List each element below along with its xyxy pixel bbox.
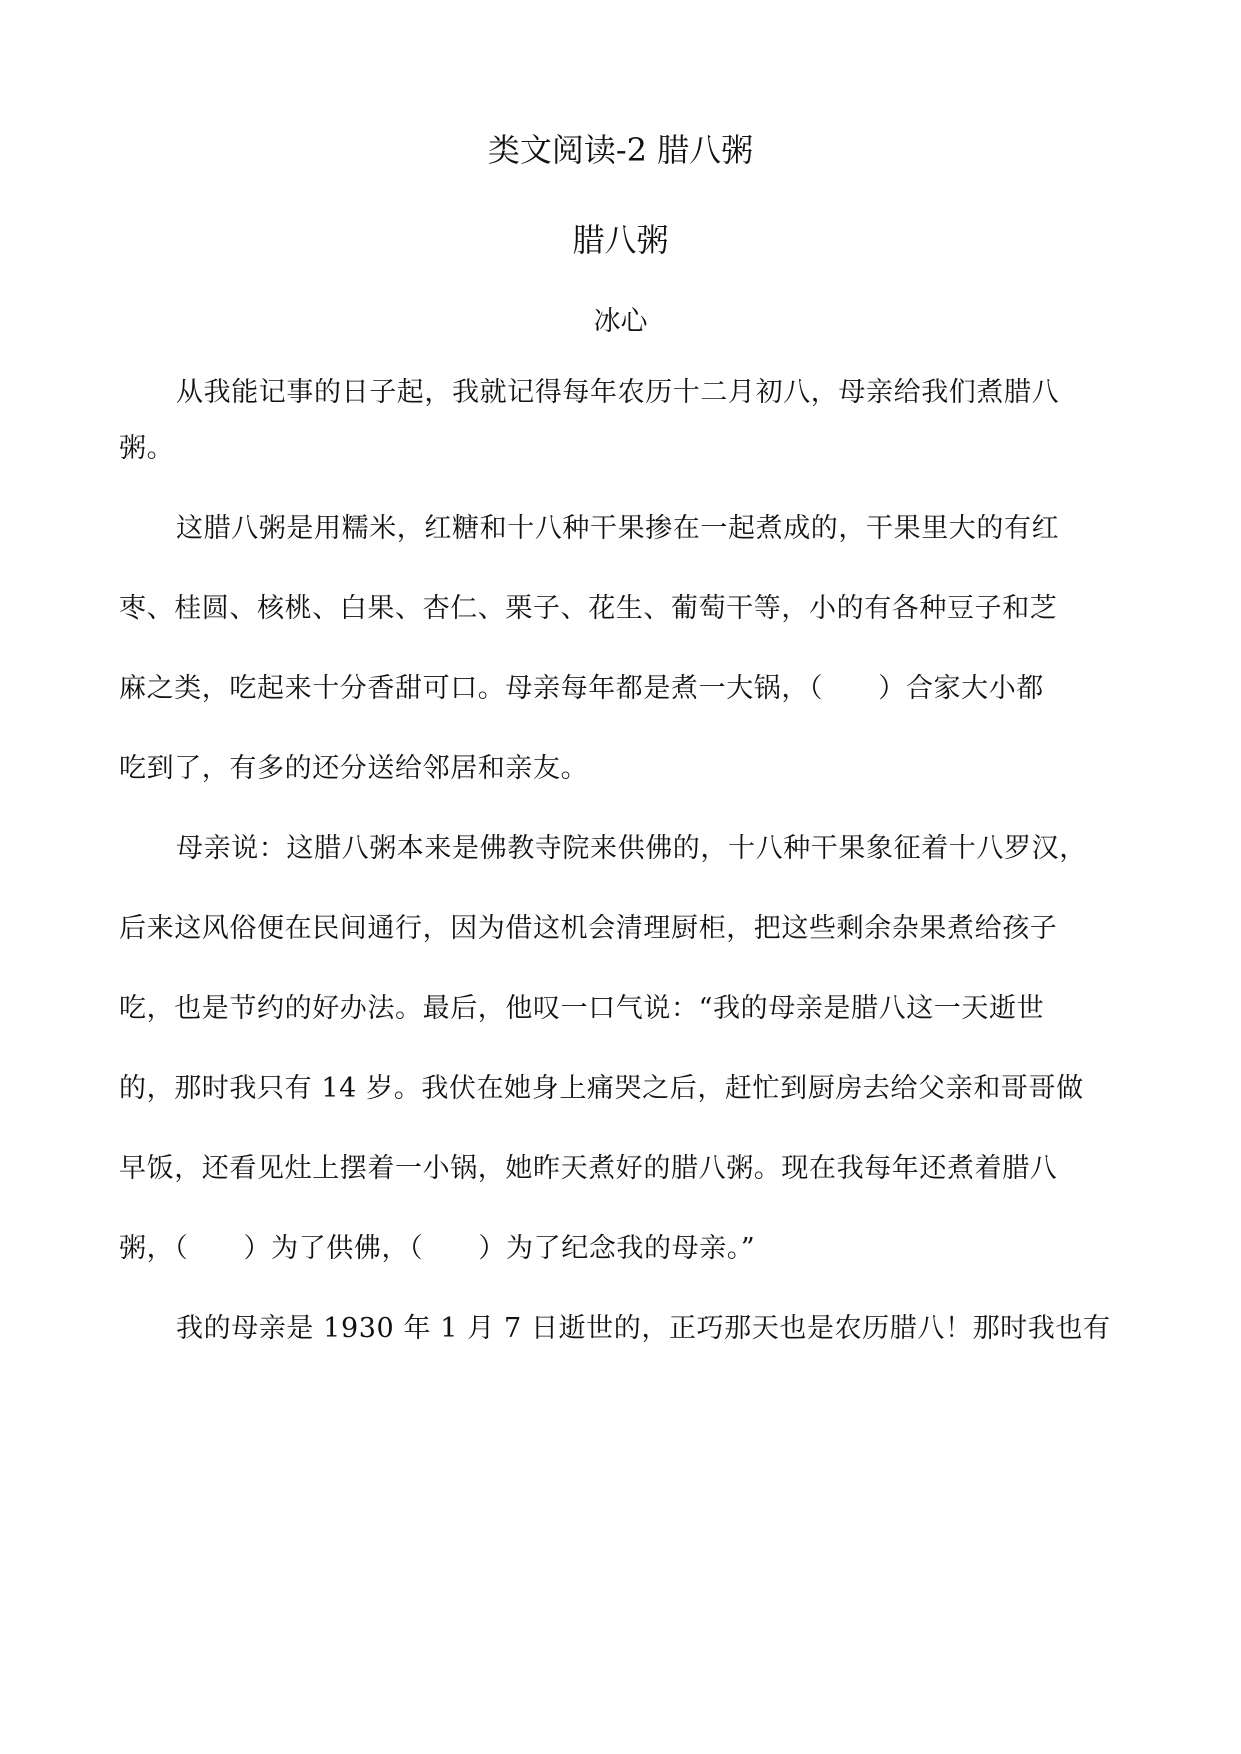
paragraph-2-line-2: 枣、桂圆、核桃、白果、杏仁、栗子、花生、葡萄干等，小的有各种豆子和芝 bbox=[119, 593, 1058, 624]
paragraph-1-line-1: 从我能记事的日子起，我就记得每年农历十二月初八，母亲给我们煮腊八 bbox=[176, 377, 1060, 408]
author-name: 冰心 bbox=[593, 306, 648, 337]
paragraph-4-line-1: 我的母亲是 1930 年 1 月 7 日逝世的，正巧那天也是农历腊八！那时我也有 bbox=[176, 1313, 1111, 1344]
paragraph-2-line-1: 这腊八粥是用糯米，红糖和十八种干果掺在一起煮成的，干果里大的有红 bbox=[176, 513, 1060, 544]
document-title: 类文阅读-2 腊八粥 bbox=[487, 131, 754, 169]
article-title: 腊八粥 bbox=[572, 221, 669, 259]
paragraph-2-line-4: 吃到了，有多的还分送给邻居和亲友。 bbox=[119, 753, 589, 784]
paragraph-3-line-4: 的，那时我只有 14 岁。我伏在她身上痛哭之后，赶忙到厨房去给父亲和哥哥做 bbox=[119, 1073, 1084, 1104]
paragraph-1-line-2: 粥。 bbox=[119, 433, 175, 464]
paragraph-3-line-5: 早饭，还看见灶上摆着一小锅，她昨天煮好的腊八粥。现在我每年还煮着腊八 bbox=[119, 1153, 1058, 1184]
paragraph-3-line-2: 后来这风俗便在民间通行，因为借这机会清理厨柜，把这些剩余杂果煮给孩子 bbox=[119, 913, 1058, 944]
paragraph-3-line-3: 吃，也是节约的好办法。最后，他叹一口气说：“我的母亲是腊八这一天逝世 bbox=[119, 993, 1045, 1024]
paragraph-3-line-6: 粥，（ ）为了供佛，（ ）为了纪念我的母亲。” bbox=[119, 1233, 756, 1264]
paragraph-3-line-1: 母亲说：这腊八粥本来是佛教寺院来供佛的，十八种干果象征着十八罗汉， bbox=[176, 833, 1087, 864]
paragraph-2-line-3: 麻之类，吃起来十分香甜可口。母亲每年都是煮一大锅，（ ）合家大小都 bbox=[119, 673, 1044, 704]
